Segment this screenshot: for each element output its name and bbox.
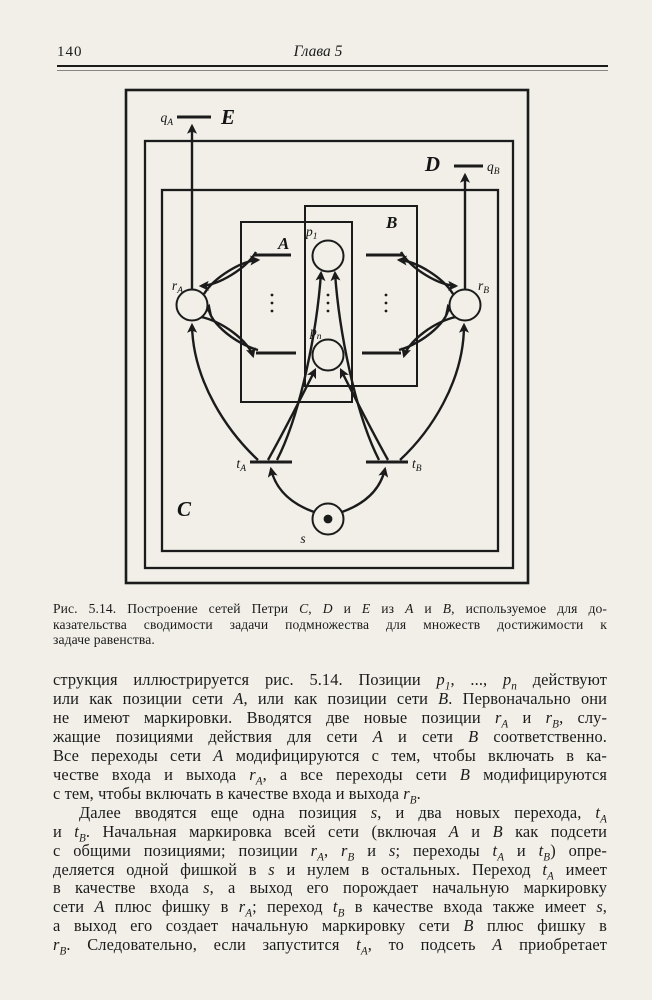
arc-s-to-tb [342,469,385,512]
label-net-d: D [424,152,440,176]
token-in-s [324,515,333,524]
figure-caption [53,601,607,648]
ellipsis-net-a [271,294,274,313]
arc-blower-to-rb [399,306,448,350]
text-line: с общими позициями; позиции $r_A$, $r_B$ и s; переходы $t_A$ и $t_B$) опре- [53,840,607,863]
page-number: 140 [57,44,83,60]
label-p1: $p_1$ [306,224,318,242]
arc-alower-to-ra [209,306,258,350]
text-line: струкция иллюстрируется рис. 5.14. Позиции $p_1$, ..., $p_n$ действуют [53,670,607,693]
text-line: жащие позициями действия для сети A и сети B соответственно. [53,726,607,746]
text-line: сети A плюс фишку в $r_A$; переход $t_B$ в качестве входа также имеет s, [53,897,607,920]
text-line: Все переходы сети A модифицируются с тем, чтобы включать в ка- [53,745,607,765]
place-rb [450,290,481,321]
label-ta: $t_A$ [236,456,246,474]
arc-ta-to-pn [268,370,315,460]
label-net-a: A [278,234,290,253]
arc-tb-to-pn [341,370,388,460]
text-line: задаче равенства. [53,632,155,648]
text-line: и $t_B$. Начальная маркировка всей сети (включая A и B как подсети [53,821,607,844]
text-line: в качестве входа s, а выход его порождает начальную маркировку [53,878,608,898]
label-tb: $t_B$ [412,456,422,474]
label-net-c: C [177,497,192,521]
label-qa: $q_A$ [160,110,173,128]
arc-aupper-to-ra [201,252,256,286]
arc-ra-to-aupper [204,260,258,294]
text-line: Далее вводятся еще одна позиция s, и два новых перехода, $t_A$ [79,802,607,825]
text-line: казательства сводимости задачи подмножества для множеств достижимости к [53,616,607,632]
text-line: честве входа и выхода $r_A$, а все переходы сети B модифицируются [53,764,607,788]
ellipsis-net-b [385,294,388,313]
label-ra: $r_A$ [171,278,183,296]
label-net-b: B [386,213,398,232]
text-line: не имеют маркировки. Вводятся две новые позиции $r_A$ и $r_B$, слу- [53,707,608,731]
label-s: s [300,531,306,546]
text-line: Рис. 5.14. Построение сетей Петри C, D и E из A и B, используемое для до- [53,601,608,616]
arc-s-to-ta [271,469,314,512]
body-text [53,670,608,958]
ellipsis-places [327,294,330,313]
text-line: с тем, чтобы включать в качестве входа и выхода $r_B$. [53,783,421,806]
text-line: $r_B$. Следовательно, если запустится $t_A$, то подсеть A приобретает [53,935,607,958]
text-line: или как позиции сети A, или как позиции сети B. Первоначально они [53,688,607,708]
label-pn: $p_n$ [310,324,322,342]
place-p1 [313,241,344,272]
text-line: а выход его создает начальную маркировку сети B плюс фишку в [53,916,607,936]
label-qb: $q_B$ [487,159,500,177]
label-rb: $r_B$ [478,278,490,296]
paragraph-2 [53,804,607,956]
place-pn [313,340,344,371]
arc-bupper-to-rb [401,252,456,286]
chapter-heading: Глава 5 [293,43,343,60]
arc-rb-to-bupper [399,260,453,294]
arc-ra-to-alower [201,317,253,356]
text-line: деляется одной фишкой в s и нулем в остальных. Переход $t_A$ имеет [53,859,608,882]
label-net-e: E [221,105,236,129]
arc-rb-to-blower [404,317,456,356]
paragraph-1 [53,671,607,804]
